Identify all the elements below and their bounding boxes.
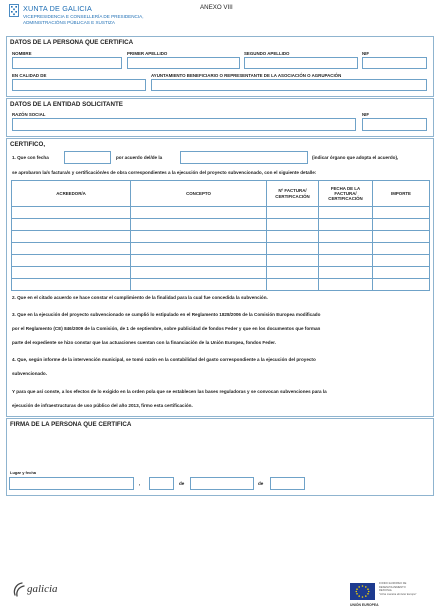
lugar-field[interactable]	[9, 477, 134, 490]
point1-label-c: (indicar órgano que adopta el acuerdo),	[312, 155, 399, 160]
xunta-shield-icon	[9, 4, 19, 17]
nombre-field[interactable]	[12, 57, 122, 69]
invoices-table	[11, 180, 430, 291]
table-row[interactable]	[12, 255, 430, 267]
table-row[interactable]	[12, 243, 430, 255]
eu-text-line3: REXIONAL	[379, 589, 393, 592]
dept-line-1: VICEPRESIDENCIA E CONSELLERÍA DE PRESIDENCIA,	[23, 14, 144, 19]
galicia-logo-text: galicia	[27, 583, 58, 595]
col-factura-l2: CERTIFICACIÓN	[275, 193, 310, 199]
eu-label: UNIÓN EUROPEA	[350, 603, 379, 607]
ayuntamiento-label: AYUNTAMIENTO BENEFICIARIO O REPRESENTANTE DE LA ASOCIACIÓN O AGRUPACIÓN	[151, 73, 342, 78]
table-row[interactable]	[12, 267, 430, 279]
segundo-apellido-field[interactable]	[244, 57, 358, 69]
closing-line2: ejecución de infraestructuras de uso público del año 2013, firmo esta certificación.	[12, 403, 193, 408]
col-fecha-l2: FACTURA/	[334, 190, 357, 196]
eu-flag-icon	[350, 583, 375, 600]
galicia-swirl-icon	[12, 581, 26, 597]
org-name: XUNTA DE GALICIA	[23, 4, 92, 13]
dia-field[interactable]	[149, 477, 174, 490]
organo-field[interactable]	[180, 151, 308, 164]
entity-section-title: DATOS DE LA ENTIDAD SOLICITANTE	[10, 101, 123, 108]
primer-apellido-field[interactable]	[127, 57, 240, 69]
firma-section-title: FIRMA DE LA PERSONA QUE CERTIFICA	[10, 421, 132, 428]
table-row[interactable]	[12, 219, 430, 231]
certifier-nif-field[interactable]	[362, 57, 427, 69]
calidad-label: EN CALIDAD DE	[12, 73, 47, 78]
col-acreedor: ACREEDOR/A	[12, 181, 131, 207]
calidad-field[interactable]	[12, 79, 146, 91]
xunta-logo	[9, 4, 19, 17]
firma-de-2: de	[258, 481, 264, 486]
nombre-label: NOMBRE	[12, 51, 32, 56]
col-factura	[267, 181, 319, 207]
col-concepto: CONCEPTO	[131, 181, 267, 207]
point2-text: 2. Que en el citado acuerdo se hace constar el cumplimiento de la finalidad para la cual fue concedida la subvención.	[12, 295, 268, 300]
primer-apellido-label: PRIMER APELLIDO	[127, 51, 168, 56]
certifier-section-title: DATOS DE LA PERSONA QUE CERTIFICA	[10, 39, 134, 46]
firma-comma: ,	[139, 481, 141, 486]
razon-social-field[interactable]	[12, 118, 356, 131]
col-fecha-l1: FECHA DE LA	[330, 185, 361, 191]
certifico-title: CERTIFICO,	[10, 141, 46, 148]
table-row[interactable]	[12, 231, 430, 243]
segundo-apellido-label: SEGUNDO APELLIDO	[244, 51, 290, 56]
dept-line-2: ADMINISTRACIÓNS PÚBLICAS E XUSTIZA	[23, 20, 115, 25]
table-row[interactable]	[12, 207, 430, 219]
eu-flag	[350, 583, 375, 600]
point3-line2: por el Reglamento (CE) 846/2009 de la Comisión, de 1 de septiembre, sobre publicidad de fondos Feder y que en los documentos que forman	[12, 326, 321, 331]
firma-de-1: de	[179, 481, 185, 486]
point4-line1: 4. Que, según informe de la intervención municipal, se tomó razón en la contabilidad del gasto correspondiente a la ejecución del proyecto	[12, 357, 316, 362]
invoices-table-header	[12, 181, 430, 207]
nif-label: NIF	[362, 51, 370, 56]
anio-field[interactable]	[270, 477, 305, 490]
annex-title: ANEXO VIII	[200, 4, 233, 11]
point3-line1: 3. Que en la ejecución del proyecto subvencionado se cumplió lo estipulado en el Reglamento 1828/2006 de la Comisión Europea modificado	[12, 312, 321, 317]
ayuntamiento-field[interactable]	[151, 79, 427, 91]
mes-field[interactable]	[190, 477, 254, 490]
entity-nif-field[interactable]	[362, 118, 427, 131]
col-factura-l1: Nº FACTURA/	[278, 188, 307, 194]
col-fecha	[319, 181, 373, 207]
point3-line3: parte del expediente se hizo constar que las actuaciones cuentan con la financiación de la Unión Europea, fondos Feder.	[12, 340, 276, 345]
eu-text-line2: DESENVOLVEMENTO	[379, 585, 406, 589]
table-row[interactable]	[12, 279, 430, 291]
fecha-acuerdo-field[interactable]	[64, 151, 111, 164]
entity-nif-label: NIF	[362, 112, 370, 117]
eu-text-line1: FONDO EUROPEO DE	[379, 582, 407, 585]
lugar-fecha-label: Lugar y fecha	[10, 470, 37, 475]
col-importe: IMPORTE	[373, 181, 430, 207]
point1-label-b: por acuerdo del/de la	[116, 155, 163, 160]
col-fecha-l3: CERTIFICACIÓN	[328, 196, 363, 202]
point1-detail-text: se aprobaron la/s factura/s y certificación/es de obra correspondientes a la ejecución del proyecto subvencionado, con el siguiente detalle:	[12, 170, 317, 175]
point1-label-a: 1. Que con fecha	[12, 155, 49, 160]
closing-line1: Y para que así conste, a los efectos de lo exigido en la orden pola que se establecen las bases reguladoras y se convocan subvenciones para la	[12, 389, 327, 394]
razon-social-label: RAZÓN SOCIAL	[12, 112, 46, 117]
point4-line2: subvencionado.	[12, 371, 47, 376]
eu-text-line4: "Unha maneira de facer Europa"	[379, 593, 417, 596]
